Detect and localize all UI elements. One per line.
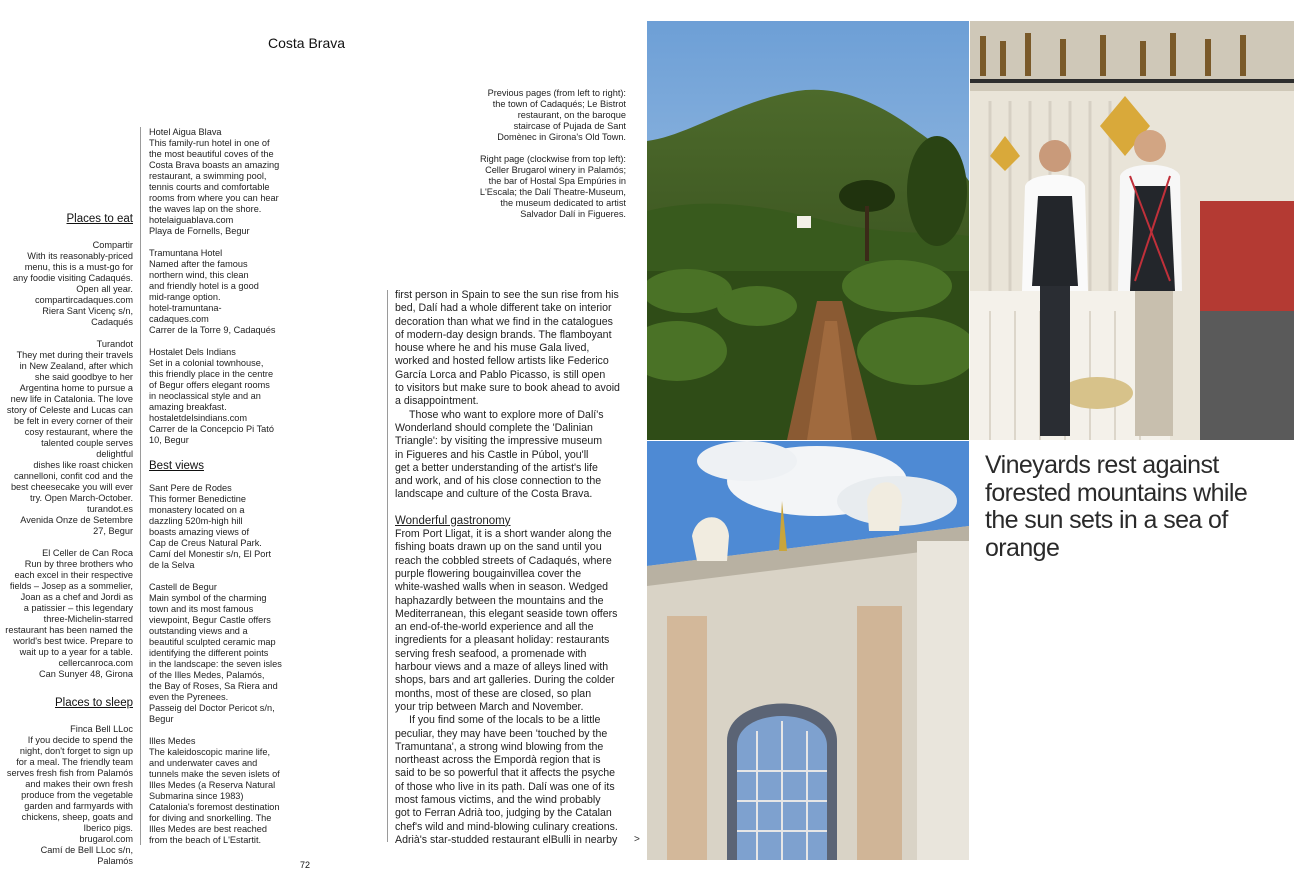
text-line: Previous pages (from left to right): (487, 88, 626, 98)
text-line: any foodie visiting Cadaqués. (12, 273, 133, 283)
places-to-eat-heading: Places to eat (66, 213, 133, 225)
text-line: Camí del Monestir s/n, El Port (149, 549, 272, 559)
places-to-sleep-heading: Places to sleep (55, 697, 133, 709)
text-line: Those who want to explore more of Dalí's (409, 408, 604, 421)
text-line: in New Zealand, after which (19, 361, 133, 371)
text-line: L'Escala; the Dalí Theatre-Museum, (479, 187, 626, 197)
text-line: menu, this is a must-go for (24, 262, 133, 272)
text-line: staircase of Pujada de Sant (513, 121, 626, 131)
text-line: hotel-tramuntana- (149, 303, 222, 313)
text-line: viewpoint, Begur Castle offers (149, 615, 271, 625)
text-line: fishing boats drawn up on the sand until you (395, 541, 602, 554)
text-line: Carrer de la Concepcio Pi Tató (149, 424, 274, 434)
dali-museum-photo (647, 441, 969, 860)
text-line: restaurant, a swimming pool, (149, 171, 267, 181)
listing-entry (2, 724, 133, 867)
hotels-list (149, 127, 283, 446)
text-line: of those who live in its path. Dalí was one of its (395, 780, 615, 793)
text-line: Mediterranean, this elegant seaside town offers (395, 607, 618, 620)
text-line: get a better understanding of the artist's life (395, 461, 598, 474)
listing-entry (2, 339, 133, 537)
text-line: Open all year. (76, 284, 133, 294)
page-number: 72 (300, 860, 311, 870)
text-line: If you find some of the locals to be a little (409, 714, 601, 727)
text-line: El Celler de Can Roca (42, 548, 133, 558)
text-line: Compartir (92, 240, 133, 250)
text-line: turandot.es (87, 504, 133, 514)
text-line: compartircadaques.com (34, 295, 133, 305)
text-line: and makes their own fresh (25, 779, 133, 789)
text-line: Cap de Creus Natural Park. (149, 538, 262, 548)
text-line: hotelaiguablava.com (149, 215, 234, 225)
text-line: Joan as a chef and Jordi as (20, 592, 133, 602)
text-line: cannelloni, confit cod and the (13, 471, 133, 481)
text-line: bed, Dalí had a whole different take on interior (395, 302, 612, 315)
text-line: amazing breakfast. (149, 402, 227, 412)
text-line: each excel in their respective (14, 570, 133, 580)
text-line: of modern-day design brands. The flamboyant (395, 328, 612, 341)
text-line: chef's wild and mind-blowing culinary creations. (395, 820, 618, 833)
text-line: Argentina home to pursue a (19, 383, 133, 393)
text-line: monastery located on a (149, 505, 245, 515)
text-line: new life in Catalonia. The love (10, 394, 133, 404)
body-paragraph (395, 714, 626, 847)
text-line: Tramuntana', a strong wind blowing from the (395, 740, 604, 753)
listing-entry (2, 240, 133, 328)
text-line: this friendly place in the centre (149, 369, 274, 379)
text-line: in neoclassical style and an (149, 391, 261, 401)
text-line: serving fresh seafood, a promenade with (395, 647, 587, 660)
text-line: Triangle': by visiting the impressive museum (395, 435, 603, 448)
text-line: cadaques.com (149, 314, 209, 324)
text-line: to visitors but make sure to book ahead to avoid (395, 382, 620, 395)
text-line: talented couple serves delightful (41, 438, 133, 459)
text-line: Illes Medes are best reached (149, 824, 267, 834)
body-divider (387, 290, 388, 842)
column-divider (140, 127, 141, 845)
running-title: Costa Brava (268, 35, 346, 51)
vineyard-photo (647, 21, 969, 440)
text-line: Run by three brothers who (24, 559, 133, 569)
text-line: story of Celeste and Lucas can (6, 405, 133, 415)
text-line: northeast across the Empordà region that is (395, 754, 601, 767)
places-to-eat-list (2, 240, 133, 680)
left-listings-column (2, 212, 133, 878)
text-line: shops, bars and art galleries. During the colder (395, 674, 615, 687)
text-line: Passeig del Doctor Pericot s/n, (149, 703, 275, 713)
listing-entry (149, 582, 283, 725)
text-line: Wonderland should complete the 'Dalinian (395, 421, 593, 434)
text-line: Hotel Aigua Blava (149, 127, 222, 137)
text-line: Avenida Onze de Setembre (20, 515, 133, 525)
text-line: ingredients for a pleasant holiday: restaurants (395, 634, 610, 647)
text-line: Main symbol of the charming (149, 593, 267, 603)
text-line: serves fresh fish from Palamós (6, 768, 133, 778)
text-line: This former Benedictine (149, 494, 247, 504)
text-line: From Port Lligat, it is a short wander along the (395, 528, 612, 541)
listing-entry (149, 736, 283, 846)
text-line: haphazardly between the mountains and the (395, 594, 604, 607)
text-line: she said goodbye to her (34, 372, 133, 382)
text-line: Right page (clockwise from top left): (479, 154, 626, 164)
text-line: 10, Begur (149, 435, 189, 445)
text-line: The kaleidoscopic marine life, (149, 747, 271, 757)
text-line: wait up to a year for a table. (19, 647, 133, 657)
text-line: Catalonia's foremost destination (149, 802, 280, 812)
text-line: in Figueres and his Castle in Púbol, you'll (395, 448, 589, 461)
text-line: reach the cobbled streets of Cadaqués, where (395, 554, 612, 567)
text-line: for diving and snorkelling. The (149, 813, 272, 823)
text-line: Celler Brugarol winery in Palamós; (485, 165, 626, 175)
listing-entry (2, 548, 133, 680)
text-line: harbour views and a maze of alleys lined with (395, 661, 609, 674)
text-line: months, most of these are closed, so plan (395, 687, 592, 700)
text-line: cosy restaurant, where the (24, 427, 133, 437)
text-line: from the beach of L'Estartit. (149, 835, 262, 845)
text-line: in the landscape: the seven isles (149, 659, 282, 669)
text-line: three-Michelin-starred (43, 614, 133, 624)
text-line: Salvador Dalí in Figueres. (520, 209, 626, 219)
text-line: dazzling 520m-high hill (149, 516, 243, 526)
text-line: chickens, sheep, goats and (21, 812, 133, 822)
photo-captions (450, 88, 626, 231)
text-line: tennis courts and comfortable (149, 182, 270, 192)
next-page-arrow: > (634, 834, 640, 845)
text-line: a disappointment. (395, 395, 479, 408)
text-line: Can Sunyer 48, Girona (39, 669, 133, 679)
text-line: try. Open March-October. (30, 493, 133, 503)
text-line: restaurant, on the baroque (517, 110, 626, 120)
places-to-sleep-list (2, 724, 133, 867)
text-line: night, don't forget to sign up (19, 746, 133, 756)
body-paragraph (395, 528, 626, 714)
text-line: and work, and of his close connection to the (395, 475, 602, 488)
text-line: garden and farmyards with (24, 801, 133, 811)
text-line: Riera Sant Vicenç s/n, (42, 306, 133, 316)
text-line: white-washed walls when in season. Wedged (395, 581, 608, 594)
text-line: of Begur offers elegant rooms (149, 380, 270, 390)
text-line: for a meal. The friendly team (16, 757, 133, 767)
text-line: an end-of-the-world experience and all the (395, 621, 594, 634)
text-line: restaurant has been named the (5, 625, 133, 635)
text-line: produce from the vegetable (21, 790, 133, 800)
text-line: purple flowering bougainvillea cover the (395, 567, 582, 580)
listing-entry (149, 347, 283, 446)
listing-entry (149, 483, 283, 571)
text-line: Carrer de la Torre 9, Cadaqués (149, 325, 276, 335)
text-line: Named after the famous (149, 259, 248, 269)
text-line: Sant Pere de Rodes (149, 483, 232, 493)
wonderful-gastronomy-heading: Wonderful gastronomy (395, 514, 511, 527)
text-line: tunnels make the seven islets of (149, 769, 280, 779)
text-line: 27, Begur (93, 526, 133, 536)
text-line: Illes Medes (a Reserva Natural (149, 780, 276, 790)
text-line: the waves lap on the shore. (149, 204, 262, 214)
text-line: your trip between March and November. (395, 700, 584, 713)
best-views-heading: Best views (149, 460, 204, 472)
text-line: fields – Josep as a sommelier, (9, 581, 133, 591)
text-line: hostaletdelsindians.com (149, 413, 248, 423)
text-line: got to Ferran Adrià too, judging by the Catalan (395, 807, 612, 820)
text-line: Turandot (96, 339, 133, 349)
text-line: a patissier – this legendary (23, 603, 133, 613)
text-line: If you decide to spend the (27, 735, 133, 745)
text-line: identifying the different points (149, 648, 269, 658)
text-line: the town of Cadaqués; Le Bistrot (492, 99, 626, 109)
text-line: Adrià's star-studded restaurant elBulli in nearby (395, 833, 618, 846)
text-line: landscape and culture of the Costa Brava. (395, 488, 593, 501)
text-line: world's best twice. Prepare to (13, 636, 133, 646)
text-line: worked and hosted fellow artists like Federico (395, 355, 609, 368)
previous-pages-caption (450, 88, 626, 143)
text-line: Submarina since 1983) (149, 791, 244, 801)
text-line: Domènec in Girona's Old Town. (497, 132, 626, 142)
article-body (395, 289, 626, 847)
text-line: Camí de Bell LLoc s/n, (40, 845, 133, 855)
text-line: They met during their travels (16, 350, 133, 360)
text-line: the bar of Hostal Spa Empúries in (488, 176, 626, 186)
text-line: boasts amazing views of (149, 527, 250, 537)
text-line: dishes like roast chicken (33, 460, 133, 470)
text-line: Tramuntana Hotel (149, 248, 223, 258)
body-paragraph (395, 409, 626, 502)
text-line: and underwater caves and (149, 758, 258, 768)
text-line: and friendly hotel is a good (149, 281, 259, 291)
text-line: With its reasonably-priced (27, 251, 133, 261)
text-line: the museum dedicated to artist (500, 198, 626, 208)
text-line: Costa Brava boasts an amazing (149, 160, 280, 170)
text-line: Illes Medes (149, 736, 196, 746)
listing-entry (149, 248, 283, 336)
best-views-list (149, 483, 283, 846)
text-line: even the Pyrenees. (149, 692, 229, 702)
text-line: the Bay of Roses, Sa Riera and (149, 681, 278, 691)
text-line: Castell de Begur (149, 582, 217, 592)
text-line: house where he and his muse Gala lived, (395, 342, 590, 355)
text-line: Begur (149, 714, 174, 724)
text-line: beautiful sculpted ceramic map (149, 637, 276, 647)
text-line: first person in Spain to see the sun rise from his (395, 289, 619, 301)
text-line: Iberico pigs. (83, 823, 133, 833)
text-line: Cadaqués (91, 317, 133, 327)
text-line: de la Selva (149, 560, 195, 570)
text-line: Hostalet Dels Indians (149, 347, 236, 357)
text-line: Set in a colonial townhouse, (149, 358, 264, 368)
text-line: decoration than what we find in the catalogues (395, 315, 613, 328)
text-line: peculiar, they may have been 'touched by the (395, 727, 608, 740)
text-line: García Lorca and Pablo Picasso, is still open (395, 368, 606, 381)
middle-listings-column (149, 127, 283, 857)
text-line: most famous victims, and the wind probably (395, 793, 601, 806)
text-line: said to be so powerful that it affects the psyche (395, 767, 616, 780)
text-line: This family-run hotel in one of (149, 138, 270, 148)
listing-entry (149, 127, 283, 237)
text-line: Playa de Fornells, Begur (149, 226, 250, 236)
text-line: Finca Bell LLoc (70, 724, 133, 734)
text-line: best cheesecake you will ever (10, 482, 133, 492)
right-page-caption (450, 154, 626, 220)
body-paragraph (395, 289, 626, 409)
text-line: northern wind, this clean (149, 270, 249, 280)
text-line: brugarol.com (79, 834, 133, 844)
text-line: cellercanroca.com (58, 658, 133, 668)
text-line: outstanding views and a (149, 626, 248, 636)
text-line: town and its most famous (149, 604, 254, 614)
text-line: be felt in every corner of their (14, 416, 133, 426)
text-line: of the Illes Medes, Palamós, (149, 670, 265, 680)
bar-photo (970, 21, 1294, 440)
pull-quote: Vineyards rest against forested mountains while the sun sets in a sea of orange (985, 451, 1248, 562)
text-line: Palamós (97, 856, 133, 866)
text-line: the most beautiful coves of the (149, 149, 274, 159)
text-line: mid-range option. (149, 292, 221, 302)
text-line: rooms from where you can hear (149, 193, 279, 203)
